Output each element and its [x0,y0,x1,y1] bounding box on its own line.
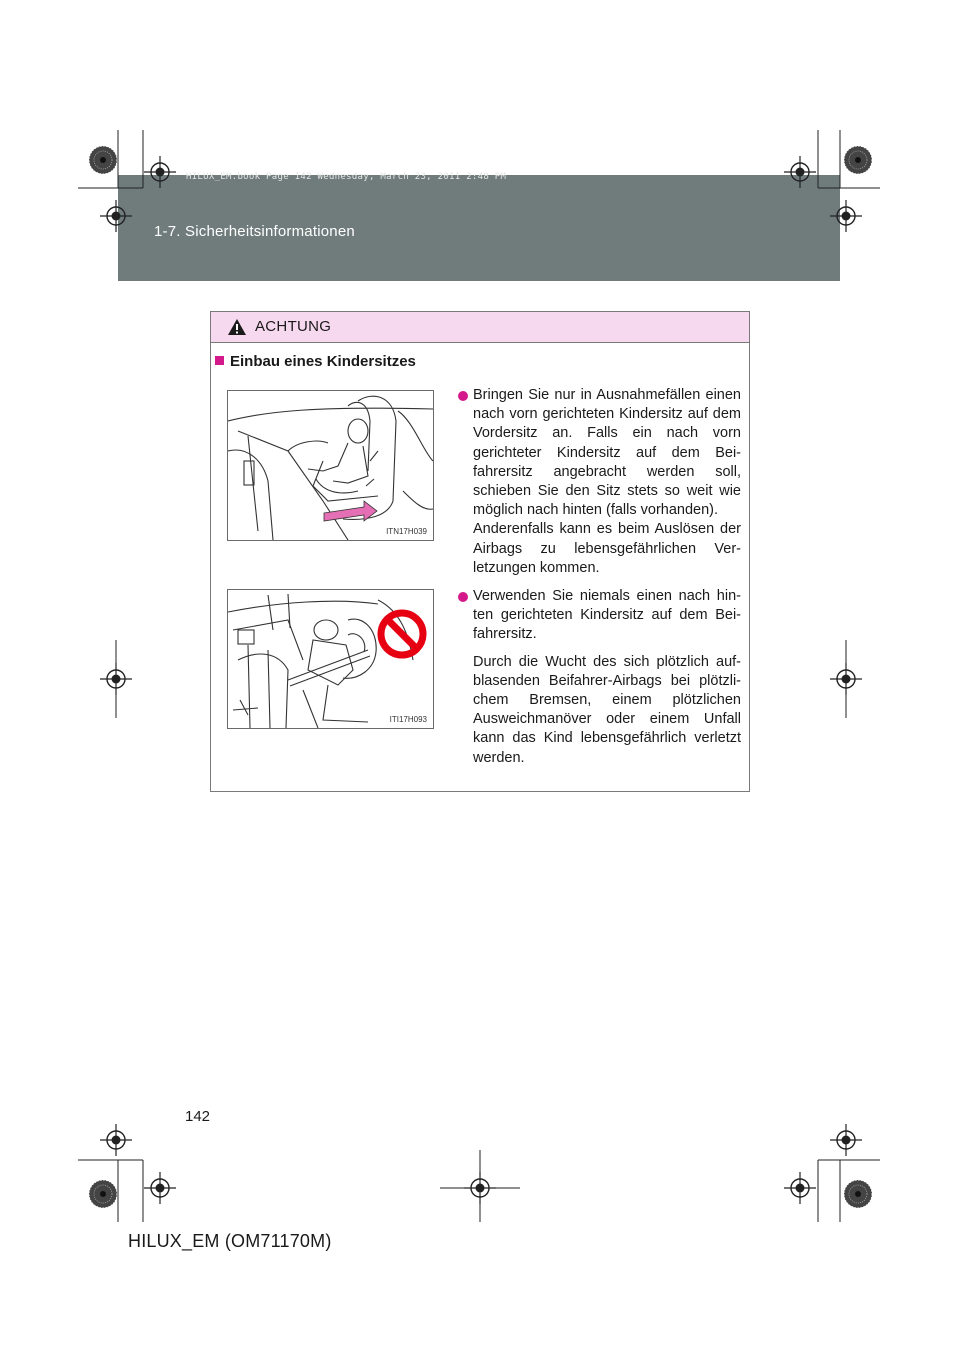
registration-target-icon [144,1172,176,1204]
registration-target-icon [830,1124,862,1156]
registration-target-icon [830,663,862,695]
figure-code: ITI17H093 [389,715,427,724]
registration-target-icon [784,1172,816,1204]
warning-item-followup: Durch die Wucht des sich plötzlich auf-blasenden Beifahrer-Airbags bei plötzli-chem Bremsen, einem plötzlichen Ausweichmanöver oder einem Unfall kann das Kind lebensgefährlich verletzt werden. [473,653,741,766]
registration-target-icon [100,1124,132,1156]
registration-star-icon [844,1180,872,1208]
warning-subheading-text: Einbau eines Kindersitzes [230,353,416,370]
registration-target-icon [784,156,816,188]
warning-item-text: Bringen Sie nur in Ausnahmefällen einen nach vorn gerichteten Kindersitz auf dem Vordersitz an. Falls ein nach vorn gerichteter Kindersitz auf dem Bei-fahrersitz angebracht werden soll, schieben Sie den Sitz stets so weit wie möglich nach hinten (falls vorhanden). [473,387,741,519]
page-number: 142 [185,1108,211,1125]
registration-target-icon [464,1172,496,1204]
warning-item-followup: Anderenfalls kann es beim Auslösen der Airbags zu lebensgefährlichen Ver-letzungen kommen. [473,521,741,576]
registration-star-icon [89,1180,117,1208]
registration-target-icon [144,156,176,188]
registration-star-icon [89,146,117,174]
footer-document-code: HILUX_EM (OM71170M) [128,1231,332,1251]
warning-item-text: Verwenden Sie niemals einen nach hin-ten gerichteten Kindersitz auf dem Bei-fahrersitz. [473,588,741,643]
section-title: 1-7. Sicherheitsinformationen [154,223,355,240]
registration-star-icon [844,146,872,174]
registration-target-icon [100,663,132,695]
registration-target-icon [830,200,862,232]
warning-label: ACHTUNG [255,318,332,335]
figure-code: ITN17H039 [386,527,427,536]
book-stamp: HILUX_EM.book Page 142 Wednesday, March 23, 2011 2:48 PM [186,172,507,182]
registration-target-icon [100,200,132,232]
